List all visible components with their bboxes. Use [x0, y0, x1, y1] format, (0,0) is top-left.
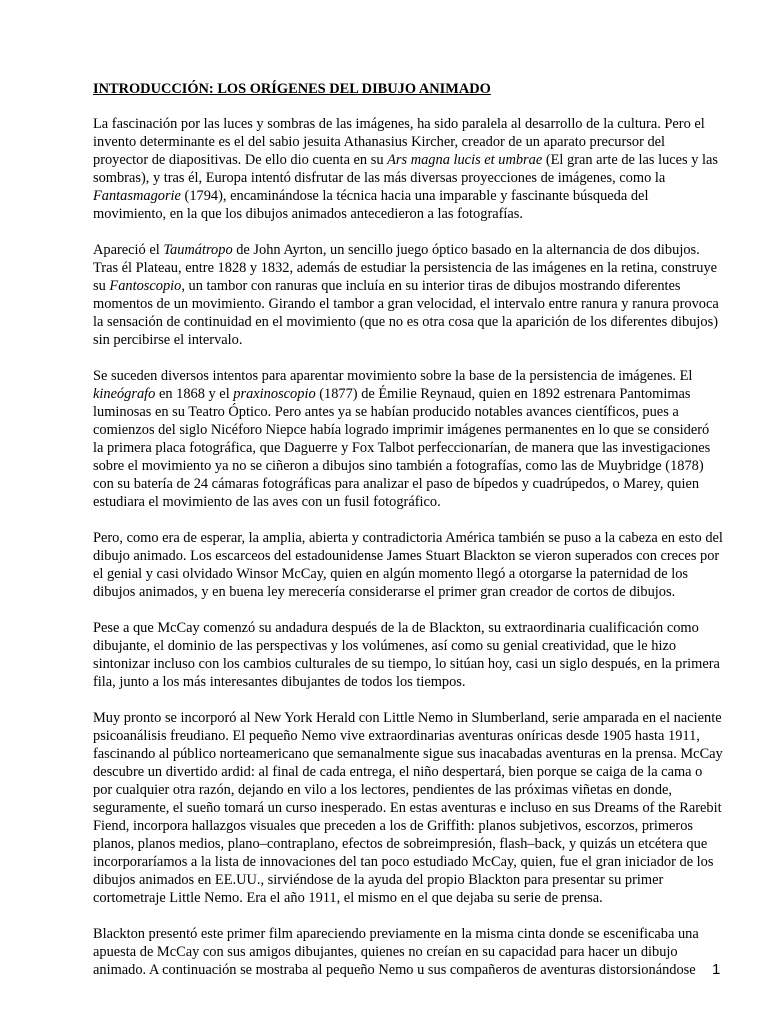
- paragraph-3-italic-praxinoscopio: praxinoscopio: [233, 386, 316, 402]
- paragraph-3-italic-kineografo: kineógrafo: [93, 386, 156, 402]
- paragraph-5: Pese a que McCay comenzó su andadura después de la de Blackton, su extraordinaria cualificación como dibujante, el dominio de las perspectivas y los volúmenes, así como su genial creatividad, que le hizo sintonizar incluso con los cambios culturales de su tiempo, lo sitúan hoy, casi un siglo después, en la primera fila, junto a los más interesantes dibujantes de todos los tiempos.: [93, 620, 720, 690]
- paragraph-3-text-e: (1877) de Émilie Reynaud, quien en 1892 estrenara Pantomimas luminosas en su Teatro Óptico. Pero antes ya se habían producido notables avances científicos, pues a comienzos del siglo Nicéforo Niepce había logrado imprimir imágenes permanentes en lo que se consideró la primera placa fotográfica, que Daguerre y Fox Talbot perfeccionarían, de manera que las investigaciones sobre el movimiento ya no se ciñeron a dibujos sino también a fotografías, como las de Muybridge (1878) con su batería de 24 cámaras fotográficas para analizar el paso de bípedos y cuadrúpedos, o Marey, quien estudiara el movimiento de las aves con un fusil fotográfico.: [93, 386, 711, 510]
- paragraph-2-italic-fantoscopio: Fantoscopio: [109, 278, 182, 294]
- page-number: 1: [712, 961, 721, 978]
- paragraph-2-italic-taumatropo: Taumátropo: [163, 242, 233, 258]
- paragraph-1-text-c: (El gran arte de las luces y las sombras), y tras él, Europa intentó disfrutar de las más diversas proyecciones de imágenes, como la: [93, 152, 719, 186]
- paragraph-6: Muy pronto se incorporó al New York Herald con Little Nemo in Slumberland, serie amparada en el naciente psicoanálisis freudiano. El pequeño Nemo vive extraordinarias aventuras oníricas desde 1905 hasta 1911, fascinando al público norteamericano que semanalmente sigue sus inacabadas aventuras en la prensa. McCay descubre un divertido ardid: al final de cada entrega, el niño despertará, bien porque se caiga de la cama o por cualquier otra razón, dejando en vilo a los lectores, pendientes de las próximas viñetas en donde, seguramente, el sueño tomará un curso inesperado. En estas aventuras e incluso en sus Dreams of the Rarebit Fiend, incorpora hallazgos visuales que preceden a los de Griffith: planos subjetivos, escorzos, primeros planos, planos medios, plano–contraplano, efectos de sobreimpresión, flash–back, y quizás un etcétera que incorporaríamos a la lista de innovaciones del tan poco estudiado McCay, quien, fue el gran iniciador de los dibujos animados en EE.UU., sirviéndose de la ayuda del propio Blackton para presentar su primer cortometraje Little Nemo. Era el año 1911, el mismo en el que dejaba su serie de prensa.: [93, 710, 723, 906]
- paragraph-2: [93, 241, 723, 349]
- paragraph-2-text-c: de John Ayrton, un sencillo juego óptico basado en la alternancia de dos dibujos. Tras él Plateau, entre 1828 y 1832, además de estudiar la persistencia de las imágenes en la retina, construye su: [93, 242, 718, 294]
- paragraph-3-text-c: en 1868 y el: [155, 386, 234, 402]
- paragraph-3-text-a: Se suceden diversos intentos para aparentar movimiento sobre la base de la persistencia de imágenes. El: [93, 368, 693, 384]
- paragraph-1-text-a: La fascinación por las luces y sombras de las imágenes, ha sido paralela al desarrollo de la cultura. Pero el invento determinante es el del sabio jesuita Athanasius Kircher, creador de un aparato precursor del proyector de diapositivas. De ello dio cuenta en su: [93, 116, 705, 168]
- document-title: INTRODUCCIÓN: LOS ORÍGENES DEL DIBUJO ANIMADO: [93, 81, 491, 97]
- document-page: [93, 80, 723, 997]
- paragraph-2-text-a: Apareció el: [93, 242, 164, 258]
- paragraph-1-italic-fantasmagorie: Fantasmagorie: [93, 188, 181, 204]
- paragraph-1: [93, 115, 723, 223]
- paragraph-1-text-e: (1794), encaminándose la técnica hacia una imparable y fascinante búsqueda del movimiento, en la que los dibujos animados antecedieron a las fotografías.: [93, 188, 649, 222]
- paragraph-7: Blackton presentó este primer film apareciendo previamente en la misma cinta donde se escenificaba una apuesta de McCay con sus amigos dibujantes, quienes no creían en su capacidad para hacer un dibujo animado. A continuación se mostraba al pequeño Nemo u sus compañeros de aventuras distorsionándose: [93, 926, 699, 978]
- paragraph-3: [93, 367, 723, 511]
- paragraph-4: Pero, como era de esperar, la amplia, abierta y contradictoria América también se puso a la cabeza en esto del dibujo animado. Los escarceos del estadounidense James Stuart Blackton se vieron superados con creces por el genial y casi olvidado Winsor McCay, quien en algún momento llegó a otorgarse la paternidad de los dibujos animados, y en buena ley merecería considerarse el primer gran creador de cortos de dibujos.: [93, 530, 723, 600]
- paragraph-2-text-e: , un tambor con ranuras que incluía en su interior tiras de dibujos mostrando diferentes momentos de un movimiento. Girando el tambor a gran velocidad, el intervalo entre ranura y ranura provoca la sensación de continuidad en el movimiento (que no es otra cosa que la aparición de los diferentes dibujos) sin percibirse el intervalo.: [93, 278, 719, 348]
- paragraph-1-italic-ars-magna: Ars magna lucis et umbrae: [387, 152, 543, 168]
